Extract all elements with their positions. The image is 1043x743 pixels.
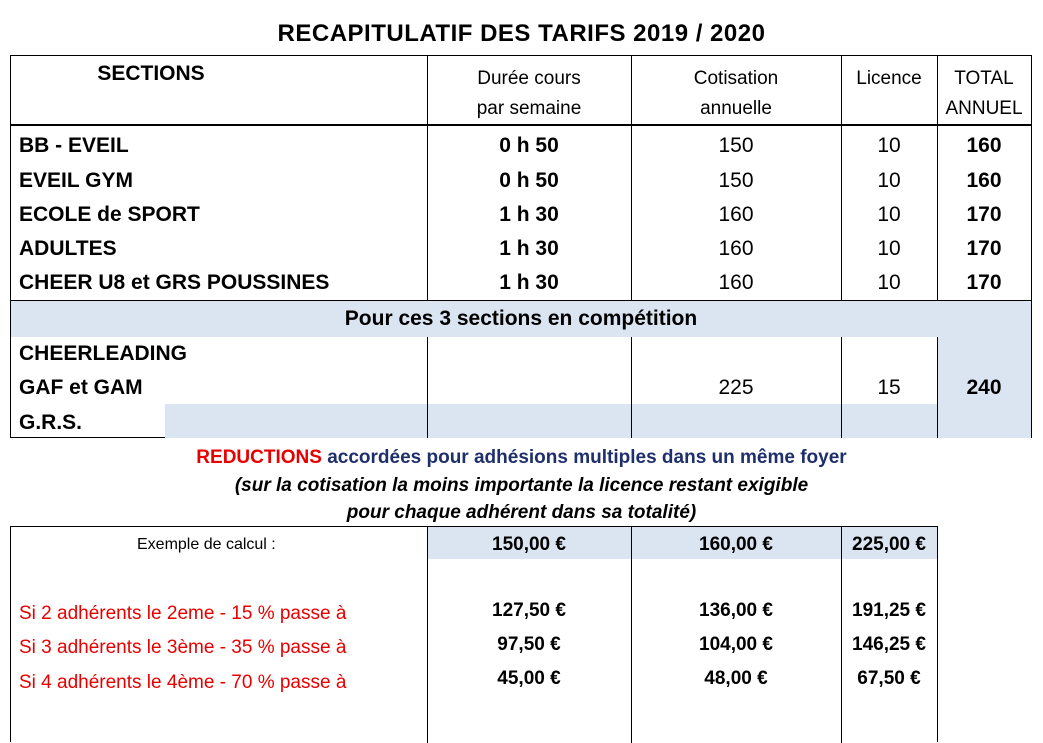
reductions-line1 xyxy=(0,447,1043,469)
tariff-table xyxy=(10,55,1032,438)
header-total-line1: TOTAL xyxy=(954,68,1014,89)
competition-total: 240 xyxy=(966,376,1002,399)
header-divider xyxy=(11,124,1031,126)
competition-licence: 15 xyxy=(877,376,901,399)
example-row-value: 191,25 € xyxy=(852,600,926,621)
row-duree: 0 h 50 xyxy=(499,169,559,192)
row-total: 160 xyxy=(966,134,1002,157)
row-duree: 0 h 50 xyxy=(499,134,559,157)
row-licence: 10 xyxy=(877,169,901,192)
reductions-rest: accordées pour adhésions multiples dans un même foyer xyxy=(321,447,847,468)
col-divider xyxy=(427,337,428,438)
reductions-word: REDUCTIONS xyxy=(196,447,322,468)
example-row-value: 67,50 € xyxy=(857,668,921,689)
row-section: ECOLE de SPORT xyxy=(19,203,200,226)
competition-heading: Pour ces 3 sections en compétition xyxy=(344,307,698,330)
row-cotisation: 160 xyxy=(718,237,754,260)
example-row-value: 48,00 € xyxy=(704,668,768,689)
row-section: ADULTES xyxy=(19,237,117,260)
example-base-value: 150,00 € xyxy=(492,534,566,555)
example-row-value: 146,25 € xyxy=(852,634,926,655)
competition-shade-bottom xyxy=(165,404,1031,438)
example-label: Exemple de calcul : xyxy=(137,536,276,553)
example-row-value: 97,50 € xyxy=(497,634,561,655)
reductions-line2: (sur la cotisation la moins importante la licence restant exigible xyxy=(234,475,809,496)
row-licence: 10 xyxy=(877,271,901,294)
row-section: CHEER U8 et GRS POUSSINES xyxy=(19,271,330,294)
row-total: 170 xyxy=(966,237,1002,260)
row-total: 170 xyxy=(966,271,1002,294)
row-cotisation: 150 xyxy=(718,134,754,157)
example-row-label: Si 3 adhérents le 3ème - 35 % passe à xyxy=(19,637,347,658)
competition-section: GAF et GAM xyxy=(19,376,143,399)
header-cotisation-line2: annuelle xyxy=(700,98,772,119)
row-duree: 1 h 30 xyxy=(499,203,559,226)
header-duree xyxy=(427,64,631,124)
example-row-value: 136,00 € xyxy=(699,600,773,621)
row-divider xyxy=(11,300,1031,301)
example-row-label: Si 4 adhérents le 4ème - 70 % passe à xyxy=(19,672,347,693)
header-licence: Licence xyxy=(856,68,922,89)
header-duree-line2: par semaine xyxy=(476,98,582,119)
row-licence: 10 xyxy=(877,203,901,226)
header-cotisation-line1: Cotisation xyxy=(693,68,779,89)
example-base-value: 225,00 € xyxy=(852,534,926,555)
competition-section: CHEERLEADING xyxy=(19,342,188,365)
header-total-line2: ANNUEL xyxy=(945,98,1023,119)
example-row-value: 104,00 € xyxy=(699,634,773,655)
row-licence: 10 xyxy=(877,134,901,157)
row-duree: 1 h 30 xyxy=(499,237,559,260)
example-row-value: 127,50 € xyxy=(492,600,566,621)
header-cotisation xyxy=(631,64,841,124)
header-duree-line1: Durée cours xyxy=(477,68,581,89)
example-base-value: 160,00 € xyxy=(699,534,773,555)
competition-cotisation: 225 xyxy=(718,376,754,399)
row-section: EVEIL GYM xyxy=(19,169,133,192)
row-cotisation: 150 xyxy=(718,169,754,192)
row-section: BB - EVEIL xyxy=(19,134,129,157)
competition-section: G.R.S. xyxy=(19,411,83,434)
example-row-value: 45,00 € xyxy=(497,668,561,689)
example-row-label: Si 2 adhérents le 2eme - 15 % passe à xyxy=(19,603,347,624)
header-sections: SECTIONS xyxy=(97,62,205,85)
row-cotisation: 160 xyxy=(718,271,754,294)
row-total: 160 xyxy=(966,169,1002,192)
reductions-line3: pour chaque adhérent dans sa totalité) xyxy=(346,502,697,523)
row-duree: 1 h 30 xyxy=(499,271,559,294)
page-title: RECAPITULATIF DES TARIFS 2019 / 2020 xyxy=(277,20,766,47)
row-total: 170 xyxy=(966,203,1002,226)
example-table xyxy=(10,526,938,742)
row-cotisation: 160 xyxy=(718,203,754,226)
row-licence: 10 xyxy=(877,237,901,260)
header-total xyxy=(937,64,1031,124)
